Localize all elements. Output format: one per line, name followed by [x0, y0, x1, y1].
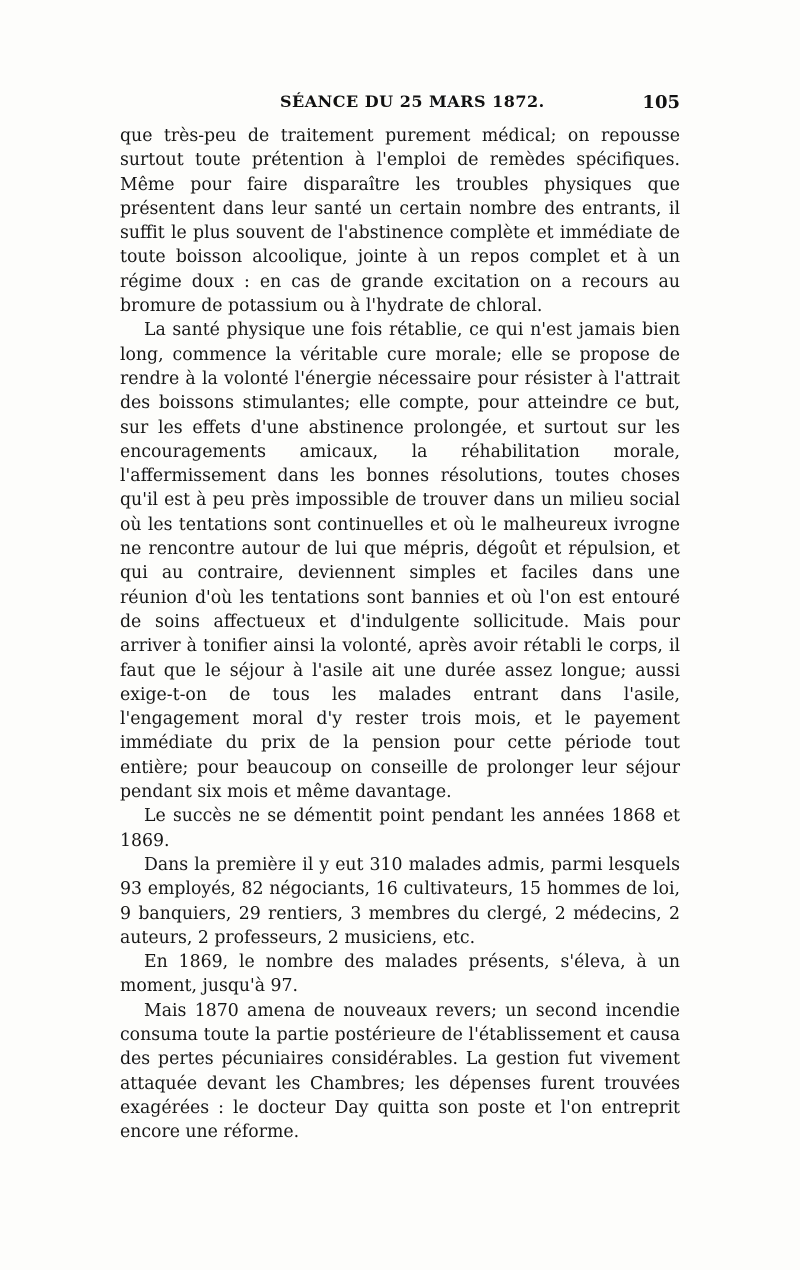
paragraph-continued: que très-peu de traitement purement médical; on repousse surtout toute prétention à l'emploi de remèdes spécifiques. Même pour faire disparaître les troubles physiques que présentent dans leur santé un certain nombre des entrants, il suffit le plus souvent de l'abstinence complète et immédiate de toute boisson alcoolique, jointe à un repos complet et à un régime doux : en cas de grande excitation on a recours au bromure de potassium ou à l'hydrate de chloral.	[120, 126, 680, 317]
paragraph-1869: En 1869, le nombre des malades présents, s'éleva, à un moment, jusqu'à 97.	[120, 952, 680, 997]
page-number: 105	[642, 92, 680, 113]
running-head: SÉANCE DU 25 MARS 1872.	[280, 92, 545, 111]
paragraph-cure-morale: La santé physique une fois rétablie, ce qui n'est jamais bien long, commence la véritable cure morale; elle se propose de rendre à la volonté l'énergie nécessaire pour résister à l'attrait des boissons stimulantes; elle compte, pour atteindre ce but, sur les effets d'une abstinence prolongée, et surtout sur les encouragements amicaux, la réhabilitation morale, l'affermissement dans les bonnes résolutions, toutes choses qu'il est à peu près impossible de trouver dans un milieu social où les tentations sont continuelles et où le malheureux ivrogne ne rencontre autour de lui que mépris, dégoût et répulsion, et qui au contraire, deviennent simples et faciles dans une réunion d'où les tentations sont bannies et où l'on est entouré de soins affectueux et d'indulgente sollicitude. Mais pour arriver à tonifier ainsi la volonté, après avoir rétabli le corps, il faut que le séjour à l'asile ait une durée assez longue; aussi exige-t-on de tous les malades entrant dans l'asile, l'engagement moral d'y rester trois mois, et le payement immédiate du prix de la pension pour cette période tout entière; pour beaucoup on conseille de prolonger leur séjour pendant six mois et même davantage.	[120, 320, 680, 803]
page-body	[120, 124, 680, 1144]
paragraph-malades-admis: Dans la première il y eut 310 malades admis, parmi lesquels 93 employés, 82 négociants, 16 cultivateurs, 15 hommes de loi, 9 banquiers, 29 rentiers, 3 membres du clergé, 2 médecins, 2 auteurs, 2 professeurs, 2 musiciens, etc.	[120, 854, 680, 948]
page-header	[120, 92, 680, 122]
paragraph-1870: Mais 1870 amena de nouveaux revers; un second incendie consuma toute la partie postérieure de l'établissement et causa des pertes pécuniaires considérables. La gestion fut vivement attaquée devant les Chambres; les dépenses furent trouvées exagérées : le docteur Day quitta son poste et l'on entreprit encore une réforme.	[120, 1000, 680, 1143]
paragraph-succes: Le succès ne se démentit point pendant les années 1868 et 1869.	[120, 806, 680, 851]
